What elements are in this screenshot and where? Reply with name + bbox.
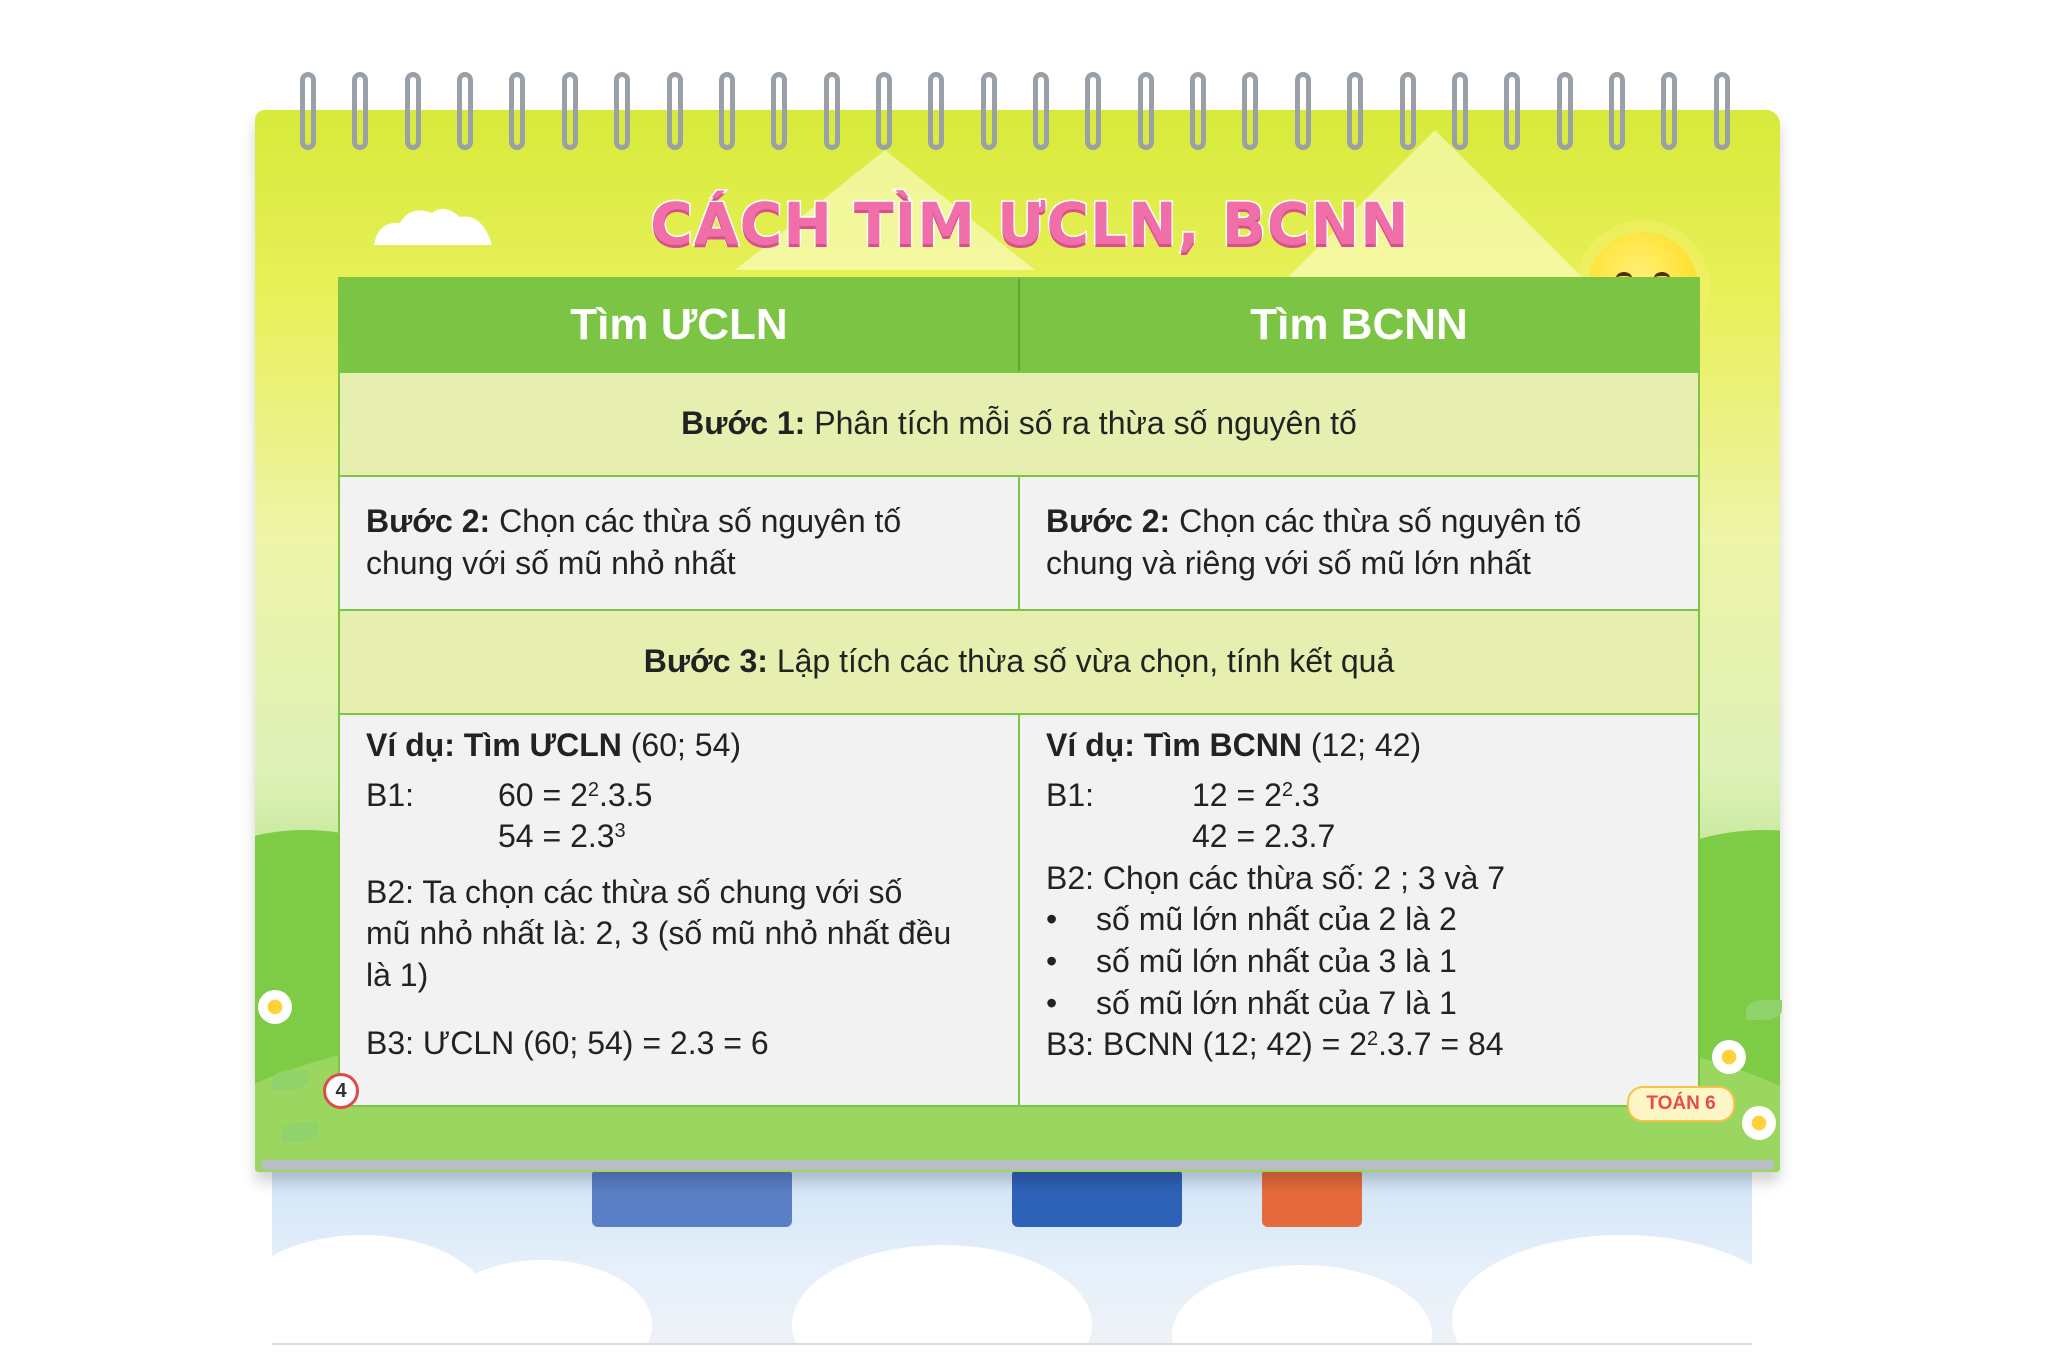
example-left-b1-line1-b: .3.5 — [598, 776, 653, 813]
bullet-icon: • — [1046, 942, 1058, 979]
step2-right — [1018, 477, 1698, 609]
step1-label: Bước 1: — [681, 405, 806, 442]
bullet-icon: • — [1046, 984, 1058, 1021]
example-left-label: Ví dụ: Tìm ƯCLN — [366, 727, 622, 763]
example-left-args: (60; 54) — [621, 727, 742, 763]
step2-left — [340, 477, 1018, 609]
step1-text — [340, 403, 1698, 445]
example-left — [340, 715, 1018, 1105]
toy-illustration — [1262, 1169, 1362, 1227]
example-right-b3-sup: 2 — [1367, 1028, 1379, 1051]
header-bcnn: Tìm BCNN — [1018, 279, 1698, 371]
table-header — [340, 279, 1698, 373]
example-right-b1-line1-a: 12 = 2 — [1192, 776, 1282, 813]
step2-left-label: Bước 2: — [366, 503, 491, 540]
example-right-b1-line1-sup: 2 — [1281, 778, 1293, 801]
header-ucln: Tìm ƯCLN — [570, 300, 788, 350]
list-item — [1046, 941, 1672, 983]
flower-icon — [1742, 1106, 1776, 1140]
step1-desc: Phân tích mỗi số ra thừa số nguyên tố — [805, 405, 1357, 442]
leaf-icon — [282, 1122, 318, 1142]
example-right-b1-line2: 42 = 2.3.7 — [1192, 818, 1336, 855]
example-right-b1-line1-b: .3 — [1292, 776, 1320, 813]
example-left-b1-label: B1: — [366, 776, 415, 813]
example-left-b2-line3: là 1) — [366, 956, 429, 993]
bullet-text: số mũ lớn nhất của 3 là 1 — [1096, 942, 1457, 979]
step3-text — [340, 641, 1698, 683]
toy-illustration — [592, 1169, 792, 1227]
step3-label: Bước 3: — [643, 643, 768, 680]
cloud-icon — [370, 205, 496, 245]
step3-desc: Lập tích các thừa số vừa chọn, tính kết quả — [767, 643, 1395, 680]
step2-right-text2: chung và riêng với số mũ lớn nhất — [1046, 545, 1531, 581]
example-left-b2-line2: mũ nhỏ nhất là: 2, 3 (số mũ nhỏ nhất đều — [366, 915, 952, 952]
page-number: 4 — [323, 1073, 359, 1109]
leaf-icon — [272, 1070, 308, 1090]
step2-right-text: Chọn các thừa số nguyên tố — [1170, 503, 1582, 540]
step3-row — [340, 611, 1698, 715]
example-right-b3-b: .3.7 = 84 — [1378, 1026, 1504, 1063]
example-left-b1-line2-a: 54 = 2.3 — [498, 818, 615, 855]
example-right-b1-label: B1: — [1046, 776, 1095, 813]
example-left-b3: B3: ƯCLN (60; 54) = 2.3 = 6 — [366, 1024, 769, 1061]
steps-table — [338, 277, 1700, 1107]
example-left-b1-line2-sup: 3 — [614, 820, 626, 843]
example-right-b2: B2: Chọn các thừa số: 2 ; 3 và 7 — [1046, 859, 1506, 896]
bullet-text: số mũ lớn nhất của 7 là 1 — [1096, 984, 1457, 1021]
example-right-args: (12; 42) — [1301, 727, 1422, 763]
leaf-icon — [1746, 1000, 1782, 1020]
spiral-binding — [300, 72, 1730, 162]
example-right — [1018, 715, 1698, 1105]
example-left-b2-line1: B2: Ta chọn các thừa số chung với số — [366, 873, 903, 910]
page-edge — [262, 1160, 1774, 1170]
example-right-label: Ví dụ: Tìm BCNN — [1046, 727, 1302, 763]
example-left-b1-line1-a: 60 = 2 — [498, 776, 588, 813]
bullet-icon: • — [1046, 901, 1058, 938]
toy-illustration — [1012, 1169, 1182, 1227]
page-title: CÁCH TÌM ƯCLN, BCNN — [650, 190, 1410, 258]
example-left-b1-line1-sup: 2 — [587, 778, 599, 801]
flower-icon — [258, 990, 292, 1024]
step2-right-label: Bước 2: — [1046, 503, 1171, 540]
step2-left-text2: chung với số mũ nhỏ nhất — [366, 545, 736, 581]
flower-icon — [1712, 1040, 1746, 1074]
step1-row — [340, 373, 1698, 477]
bullet-text: số mũ lớn nhất của 2 là 2 — [1096, 901, 1457, 938]
calendar-stand — [272, 1165, 1752, 1345]
step2-row — [340, 477, 1698, 611]
subject-badge: TOÁN 6 — [1627, 1086, 1735, 1122]
example-row — [340, 715, 1698, 1105]
list-item — [1046, 899, 1672, 941]
example-right-b3-a: B3: BCNN (12; 42) = 2 — [1046, 1026, 1368, 1063]
step2-left-text: Chọn các thừa số nguyên tố — [490, 503, 902, 540]
list-item — [1046, 983, 1672, 1025]
